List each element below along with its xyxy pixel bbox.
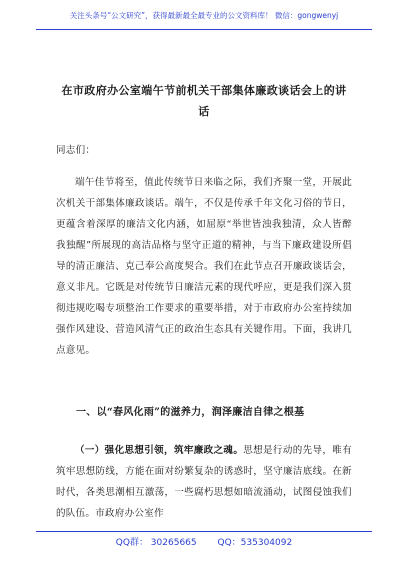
salutation: 同志们： [56, 145, 96, 156]
footer-qq-number: QQ：535304092 [217, 538, 293, 548]
header-banner: 关注头条号“公文研究”，获得最新最全最专业的公文资料库！ 微信：gongwenyj [69, 11, 339, 20]
footer-divider [36, 531, 372, 532]
paragraph-subsection-1 [56, 440, 352, 524]
subsection-heading-1: （一）强化思想引领，筑牢廉政之魂。 [75, 445, 244, 456]
paragraph-intro: 端午佳节将至，值此传统节日来临之际，我们齐聚一堂，开展此次机关干部集体廉政谈话。端午，不仅是传承千年文化习俗的节日，更蕴含着深厚的廉洁文化内涵，如屈原“举世皆浊我独清，众人皆醉我独醒”所展现的高洁品格与坚守正道的精神，与当下廉政建设所倡导的清正廉洁、克己奉公高度契合。我们在此节点召开廉政谈话会，意义非凡。它既是对传统节日廉洁元素的现代呼应，更是我们深入贯彻违规吃喝专项整治工作要求的重要举措，对于市政府办公室持续加强作风建设、营造风清气正的政治生态具有关键作用。下面，我讲几点意见。 [56, 177, 352, 356]
document-title: 在市政府办公室端午节前机关干部集体廉政谈话会上的讲话 [61, 84, 347, 118]
header-divider [36, 29, 372, 30]
section-heading-1: 一、以“春风化雨”的滋养力，润泽廉洁自律之根基 [76, 407, 305, 418]
subsection-1-text: 思想是行动的先导，唯有筑牢思想防线，方能在面对纷繁复杂的诱惑时，坚守廉洁底线。在新时代，各类思潮相互激荡，一些腐朽思想如暗流涌动，试图侵蚀我们的队伍。市政府办公室作 [56, 445, 352, 519]
footer [0, 535, 408, 548]
footer-qq-group: QQ群： 30265665 [115, 538, 197, 548]
